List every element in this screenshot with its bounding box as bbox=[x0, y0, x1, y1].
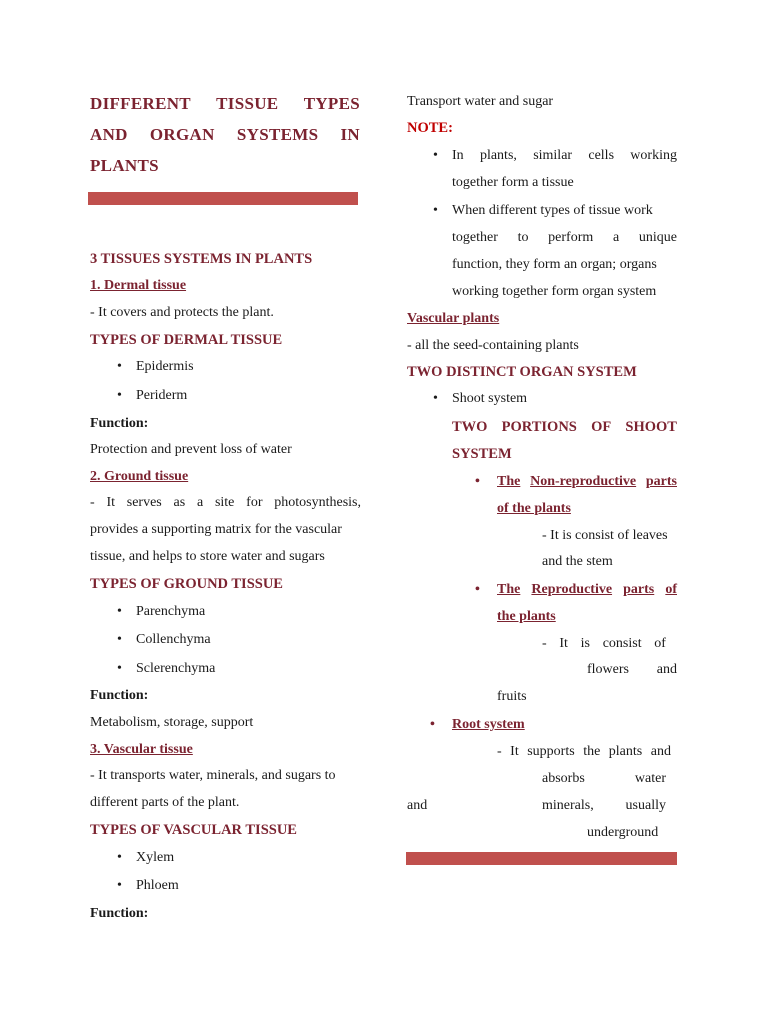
vascular-type-item: • Xylem bbox=[136, 850, 174, 866]
word: together bbox=[452, 230, 498, 245]
title-line-1 bbox=[90, 94, 360, 114]
word: a bbox=[196, 495, 204, 510]
ground-function-text: Metabolism, storage, support bbox=[90, 715, 254, 730]
ground-type-item: • Collenchyma bbox=[136, 632, 211, 648]
note-item-2: • When different types of tissue work bbox=[452, 203, 653, 219]
word: serves bbox=[126, 495, 162, 510]
root-desc-line-2 bbox=[542, 771, 666, 787]
dermal-heading: 1. Dermal tissue bbox=[90, 278, 187, 293]
ground-type-item: • Parenchyma bbox=[136, 604, 205, 620]
dermal-type-item: • Periderm bbox=[136, 388, 187, 404]
word: perform bbox=[548, 230, 594, 245]
vascular-plants-desc: - all the seed-containing plants bbox=[407, 338, 579, 353]
shoot-system-item: • Shoot system bbox=[452, 391, 527, 407]
word: Reproductive bbox=[531, 582, 613, 597]
dermal-desc: - It covers and protects the plant. bbox=[90, 305, 274, 320]
note-1-line-2: together form a tissue bbox=[452, 175, 574, 190]
root-desc-line-1 bbox=[497, 744, 671, 760]
word: - bbox=[497, 744, 502, 759]
word: working bbox=[630, 148, 677, 163]
word: - bbox=[90, 495, 95, 510]
title-word: AND bbox=[90, 125, 128, 144]
title-word: ORGAN bbox=[149, 125, 215, 144]
vascular-desc-line-2: different parts of the plant. bbox=[90, 795, 240, 810]
repro-desc-line-1 bbox=[542, 636, 666, 652]
word: - bbox=[542, 636, 547, 651]
portions-heading-line-1 bbox=[452, 419, 677, 436]
word: consist bbox=[602, 636, 642, 651]
note-2-line-3: function, they form an organ; organs bbox=[452, 257, 657, 272]
word: flowers bbox=[587, 662, 629, 677]
vascular-heading: 3. Vascular tissue bbox=[90, 742, 193, 757]
title-word: DIFFERENT bbox=[90, 94, 191, 113]
note-2-line-2 bbox=[452, 230, 677, 246]
title-word: IN bbox=[340, 125, 360, 144]
repro-heading-line-2: the plants bbox=[497, 609, 556, 624]
main-heading: 3 TISSUES SYSTEMS IN PLANTS bbox=[90, 251, 313, 267]
word: water bbox=[634, 771, 666, 786]
root-desc-line-4: underground bbox=[587, 825, 659, 840]
word: supports bbox=[527, 744, 575, 759]
title-line-3: PLANTS bbox=[90, 156, 159, 175]
word: as bbox=[173, 495, 186, 510]
word: site bbox=[214, 495, 235, 510]
nonrepro-desc-line-2: and the stem bbox=[542, 554, 613, 569]
word: the bbox=[583, 744, 601, 759]
word: of bbox=[665, 582, 677, 597]
word: It bbox=[559, 636, 568, 651]
ground-function-label: Function: bbox=[90, 688, 149, 703]
word: PORTIONS bbox=[501, 419, 577, 435]
word: of bbox=[654, 636, 666, 651]
nonrepro-heading-line-2: of the plants bbox=[497, 501, 571, 516]
word: photosynthesis, bbox=[274, 495, 361, 510]
word: plants bbox=[608, 744, 643, 759]
organ-system-heading: TWO DISTINCT ORGAN SYSTEM bbox=[407, 364, 637, 380]
note-label: NOTE: bbox=[407, 120, 453, 136]
word: It bbox=[510, 744, 519, 759]
bottom-divider-bar bbox=[406, 852, 677, 865]
word: to bbox=[517, 230, 529, 245]
title-word: SYSTEMS bbox=[236, 125, 319, 144]
repro-heading-line-1 bbox=[497, 582, 677, 598]
word: minerals, bbox=[542, 798, 594, 813]
vascular-types-heading: TYPES OF VASCULAR TISSUE bbox=[90, 822, 297, 838]
word: Non-reproductive bbox=[530, 474, 637, 489]
word: absorbs bbox=[542, 771, 585, 786]
word: and bbox=[656, 662, 677, 677]
ground-desc-line-3: tissue, and helps to store water and sugars bbox=[90, 549, 325, 564]
root-desc-line-3 bbox=[542, 798, 666, 814]
ground-type-item: • Sclerenchyma bbox=[136, 661, 215, 677]
word: • In bbox=[452, 148, 464, 163]
dermal-types-heading: TYPES OF DERMAL TISSUE bbox=[90, 332, 283, 348]
note-1-line-1 bbox=[452, 148, 677, 164]
word: SHOOT bbox=[625, 419, 677, 435]
word: • The bbox=[497, 474, 521, 489]
word: parts bbox=[645, 474, 677, 489]
note-2-line-4: working together form organ system bbox=[452, 284, 657, 299]
word: a bbox=[612, 230, 620, 245]
vascular-desc-line-1: - It transports water, minerals, and sugars to bbox=[90, 768, 336, 783]
title-divider-bar bbox=[88, 192, 358, 205]
transport-text: Transport water and sugar bbox=[407, 94, 554, 109]
vascular-type-item: • Phloem bbox=[136, 878, 179, 894]
dermal-function-label: Function: bbox=[90, 416, 149, 431]
word: parts bbox=[623, 582, 655, 597]
repro-desc-line-3: fruits bbox=[497, 689, 527, 704]
root-system-heading: • Root system bbox=[452, 717, 525, 733]
root-desc-and: and bbox=[407, 798, 428, 813]
word: for bbox=[246, 495, 263, 510]
ground-desc-line-2: provides a supporting matrix for the vascular bbox=[90, 522, 342, 537]
word: It bbox=[106, 495, 115, 510]
nonrepro-desc-line-1: - It is consist of leaves bbox=[542, 528, 668, 543]
word: unique bbox=[638, 230, 677, 245]
word: cells bbox=[588, 148, 615, 163]
word: TWO bbox=[452, 419, 488, 435]
dermal-function-text: Protection and prevent loss of water bbox=[90, 442, 292, 457]
nonrepro-heading-line-1 bbox=[497, 474, 677, 490]
portions-heading-line-2: SYSTEM bbox=[452, 446, 512, 462]
vascular-function-label: Function: bbox=[90, 906, 149, 921]
ground-desc-line-1 bbox=[90, 495, 361, 511]
word: plants, bbox=[479, 148, 517, 163]
title-word: TYPES bbox=[303, 94, 360, 113]
word: usually bbox=[625, 798, 666, 813]
vascular-plants-heading: Vascular plants bbox=[407, 311, 500, 326]
repro-desc-line-2 bbox=[587, 662, 677, 678]
word: • The bbox=[497, 582, 521, 597]
ground-types-heading: TYPES OF GROUND TISSUE bbox=[90, 576, 283, 592]
word: OF bbox=[591, 419, 612, 435]
note-item-1 bbox=[452, 148, 677, 164]
ground-heading: 2. Ground tissue bbox=[90, 469, 189, 484]
word: is bbox=[580, 636, 590, 651]
word: and bbox=[650, 744, 671, 759]
dermal-type-item: • Epidermis bbox=[136, 359, 194, 375]
word: similar bbox=[533, 148, 573, 163]
title-line-2 bbox=[90, 125, 360, 145]
title-word: TISSUE bbox=[216, 94, 279, 113]
